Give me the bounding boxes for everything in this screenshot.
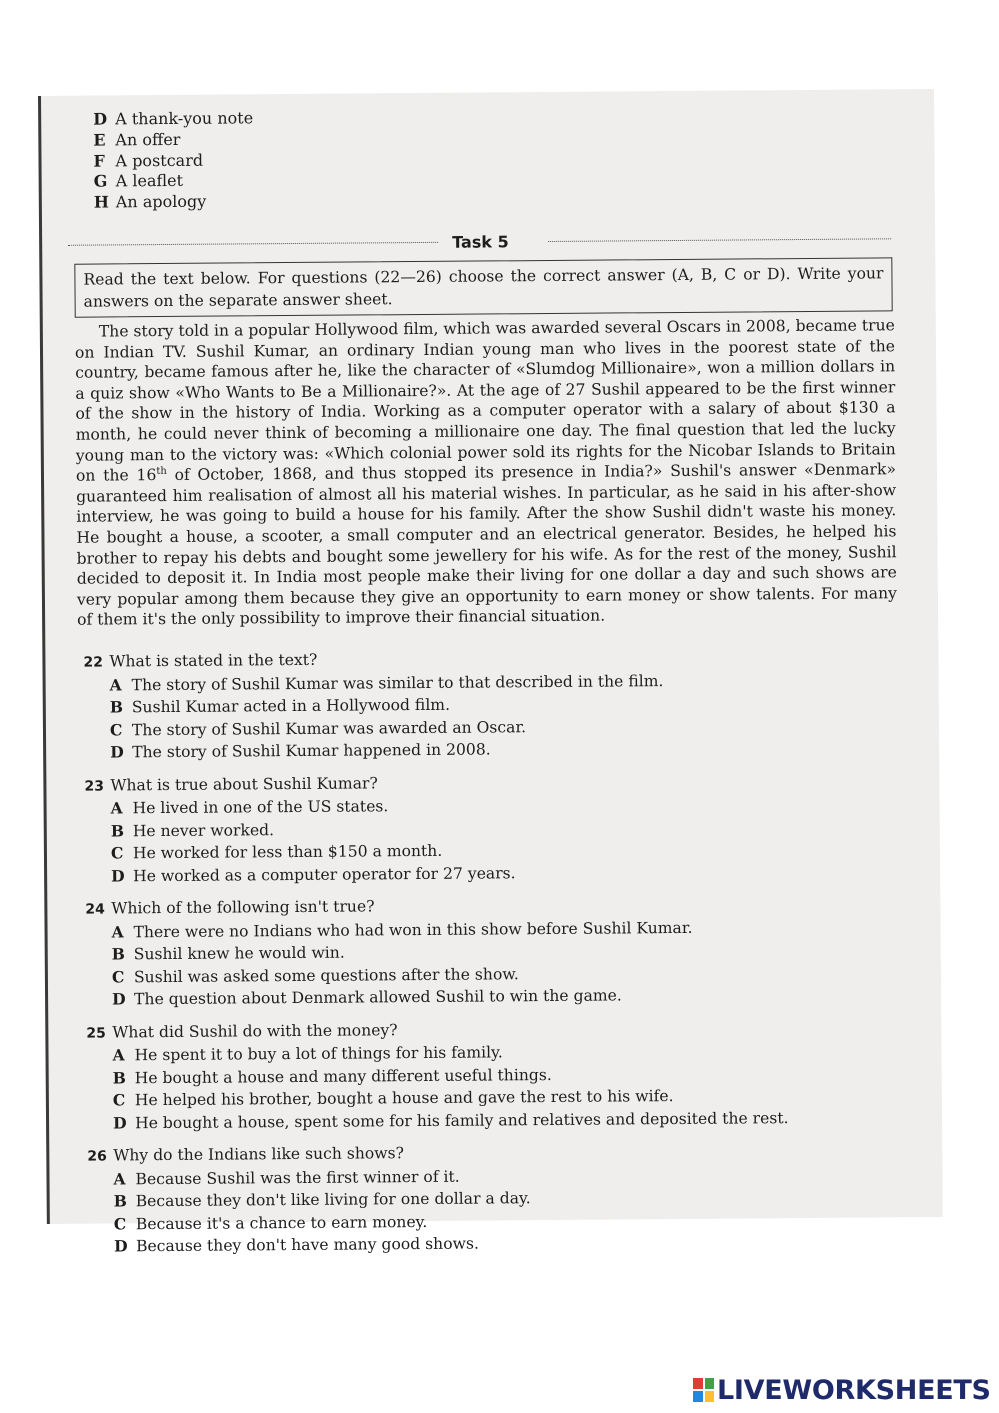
answer-option: D He bought a house, spent some for his family and relatives and deposited the rest. bbox=[112, 1108, 789, 1132]
answer-option: B He bought a house and many different useful things. bbox=[112, 1065, 552, 1087]
answer-option: D The question about Denmark allowed Sushil to win the game. bbox=[112, 986, 622, 1009]
logo-text: LIVEWORKSHEETS bbox=[717, 1374, 991, 1406]
answer-option: D The story of Sushil Kumar happened in 2008. bbox=[110, 740, 491, 762]
question-text: Why do the Indians like such shows? bbox=[113, 1144, 405, 1165]
answer-option: C Sushil was asked some questions after the show. bbox=[111, 964, 519, 986]
answer-option: D He worked as a computer operator for 27 years. bbox=[111, 863, 516, 885]
option-item: E An offer bbox=[93, 129, 181, 150]
task-instructions: Read the text below. For questions (22—26) choose the correct answer (A, B, C or D). Write your answers on the separate answer sheet. bbox=[74, 257, 892, 317]
divider bbox=[548, 238, 891, 242]
question-24 bbox=[85, 892, 906, 1011]
answer-option: C The story of Sushil Kumar was awarded an Oscar. bbox=[109, 717, 527, 739]
answer-option: C He worked for less than $150 a month. bbox=[110, 841, 443, 863]
answer-option: A He lived in one of the US states. bbox=[110, 797, 389, 818]
question-23 bbox=[84, 769, 905, 888]
answer-option: B He never worked. bbox=[110, 820, 275, 840]
answer-option: B Because they don't like living for one dollar a day. bbox=[113, 1189, 531, 1211]
logo-square bbox=[693, 1391, 703, 1402]
question-number: 25 bbox=[86, 1024, 106, 1042]
questions-list bbox=[83, 645, 908, 1269]
answer-option: C He helped his brother, bought a house and gave the rest to his wife. bbox=[112, 1087, 674, 1110]
question-number: 22 bbox=[83, 654, 103, 671]
option-item: H An apology bbox=[93, 191, 207, 212]
question-text: What did Sushil do with the money? bbox=[112, 1020, 398, 1041]
question-25 bbox=[86, 1016, 907, 1135]
liveworksheets-logo[interactable] bbox=[693, 1375, 991, 1405]
question-text: Which of the following isn't true? bbox=[111, 897, 375, 918]
question-text: What is true about Sushil Kumar? bbox=[110, 773, 378, 794]
question-22 bbox=[83, 645, 904, 764]
task-title: Task 5 bbox=[452, 232, 509, 252]
question-26 bbox=[87, 1139, 908, 1258]
scanned-page bbox=[38, 89, 943, 1256]
divider bbox=[68, 242, 438, 246]
option-item: F A postcard bbox=[93, 150, 204, 171]
reading-passage: The story told in a popular Hollywood film, which was awarded several Oscars in 2008, became true on Indian TV. Sushil Kumar, an ordinary Indian young man who lives in the poorest state of the country, became famous after he, like the character of «Slumdog Millionaire», won a million dollars in a quiz show «Who Wants to Be a Millionaire?». At the age of 27 Sushil appeared to be the first winner of the show in the history of India. Working as a computer operator with a salary of about $130 a month, he could never think of becoming a millionaire one day. The final question that led the lucky young man to the victory was: «Which colonial power sold its rights for the Nicobar Islands to Britain on the 16th of October, 1868, and thus stopped its presence in India?» Sushil's answer «Denmark» guaranteed him realisation of almost all his material wishes. In particular, as he said in his after-show interview, he was going to build a house for his family. After the show Sushil didn't waste his money. He bought a house, a scooter, a small computer and an electrical generator. Besides, he helped his brother to repay his debts and bought some jewellery for his wife. As for the rest of the money, Sushil decided to deposit it. In India most people make their living for one dollar a day and such shows are very popular among them because they give an opportunity to earn money or show talents. For many of them it's the only possibility to improve their financial situation. bbox=[74, 316, 898, 630]
question-text: What is stated in the text? bbox=[109, 650, 318, 671]
question-number: 23 bbox=[84, 778, 104, 795]
answer-option: B Sushil knew he would win. bbox=[111, 943, 345, 964]
logo-square bbox=[705, 1391, 715, 1402]
task-heading bbox=[68, 229, 891, 255]
logo-square bbox=[693, 1378, 703, 1389]
worksheet-logo-icon bbox=[693, 1378, 714, 1402]
top-options-list bbox=[93, 108, 254, 213]
option-item: G A leaflet bbox=[93, 171, 184, 191]
question-number: 24 bbox=[85, 901, 105, 918]
answer-option: A The story of Sushil Kumar was similar to that described in the film. bbox=[109, 671, 664, 694]
answer-option: A There were no Indians who had won in this show before Sushil Kumar. bbox=[111, 918, 693, 941]
logo-square bbox=[705, 1378, 715, 1389]
answer-option: C Because it's a chance to earn money. bbox=[113, 1212, 428, 1233]
answer-option: B Sushil Kumar acted in a Hollywood film. bbox=[109, 695, 451, 717]
question-number: 26 bbox=[87, 1148, 107, 1165]
answer-option: A Because Sushil was the first winner of it. bbox=[113, 1167, 460, 1188]
answer-option: D Because they don't have many good shows. bbox=[113, 1234, 479, 1256]
option-item: D A thank-you note bbox=[93, 108, 254, 129]
answer-option: A He spent it to buy a lot of things for his family. bbox=[112, 1043, 503, 1065]
